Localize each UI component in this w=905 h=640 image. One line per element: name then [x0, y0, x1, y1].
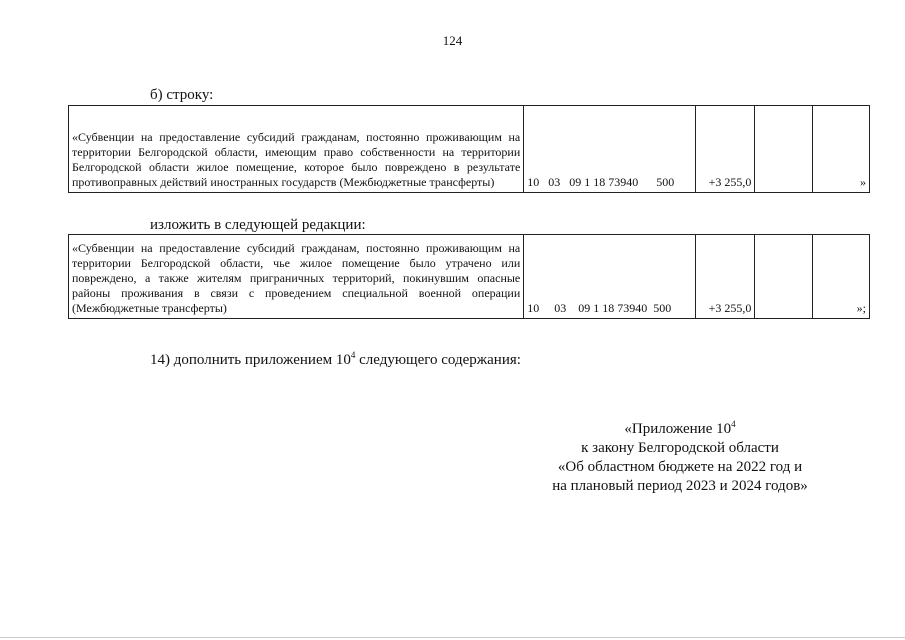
appendix-line-2: к закону Белгородской области	[581, 440, 779, 456]
row-closing-quote: »;	[812, 235, 869, 319]
row-pr: 03	[548, 175, 561, 189]
item-14-paragraph	[150, 352, 521, 369]
budget-table-revised	[68, 234, 870, 319]
row-codes	[524, 106, 696, 193]
row-codes	[524, 235, 696, 319]
appendix-heading	[520, 420, 840, 496]
table-row	[69, 235, 870, 319]
appendix-title: «Приложение 10	[624, 421, 732, 437]
appendix-superscript: 4	[731, 419, 736, 429]
item-14-text-rest: следующего содержания:	[355, 352, 521, 368]
row-rz: 10	[527, 301, 540, 315]
row-rz: 10	[527, 175, 540, 189]
row-csr: 09 1 18 73940	[578, 301, 648, 315]
section-b-intro: б) строку:	[150, 87, 214, 103]
row-col6	[755, 106, 812, 193]
page-bottom-edge	[0, 637, 905, 638]
row-col6	[755, 235, 812, 319]
row-description: «Субвенции на предоставление субсидий гражданам, постоянно проживающим на территории Белгородской области, чье жилое помещение было утрачено или повреждено, а также жителям приграничных территорий, покинувшим опасные районы проживания в связи с проведением специальной военной операции (Межбюджетные трансферты)	[69, 235, 524, 319]
row-csr: 09 1 18 73940	[569, 175, 639, 189]
row-vr: 500	[653, 301, 672, 315]
row-amount: +3 255,0	[696, 235, 755, 319]
table-row	[69, 106, 870, 193]
appendix-line-1	[520, 420, 840, 439]
row-description: «Субвенции на предоставление субсидий гражданам, постоянно проживающим на территории Белгородской области, имеющим право собственности на территории Белгородской области жилое помещение, которое было повреждено в результате противоправных действий иностранных государств (Межбюджетные трансферты)	[69, 106, 524, 193]
appendix-line-4: на плановый период 2023 и 2024 годов»	[552, 478, 808, 494]
section-c-intro: изложить в следующей редакции:	[150, 217, 366, 233]
budget-table-original	[68, 105, 870, 193]
page-number: 124	[442, 33, 463, 48]
item-14-superscript: 4	[350, 350, 356, 360]
row-amount: +3 255,0	[696, 106, 755, 193]
row-closing-quote: »	[812, 106, 869, 193]
row-pr: 03	[554, 301, 567, 315]
row-vr: 500	[656, 175, 675, 189]
appendix-line-3: «Об областном бюджете на 2022 год и	[557, 459, 803, 475]
item-14-text: 14) дополнить приложением 10	[150, 352, 351, 368]
